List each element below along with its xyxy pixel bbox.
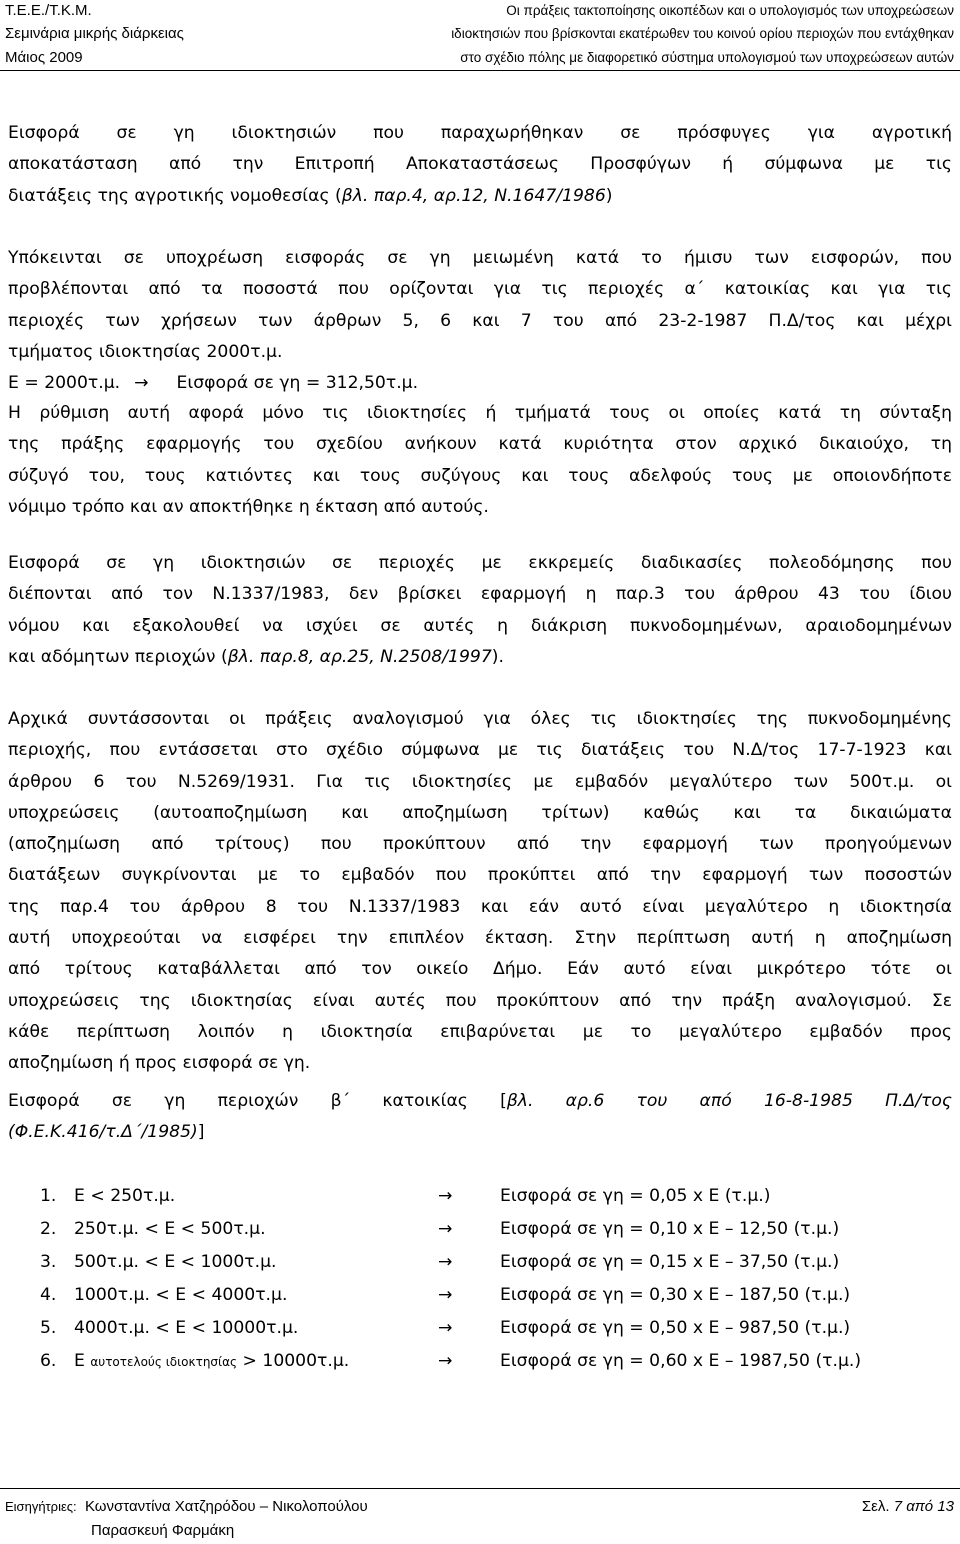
text-line: διατάξεων συγκρίνονται με το εμβαδόν που προκύπτει από την εφαρμογή των ποσοστών [8, 865, 952, 886]
list-item: 4. 1000τ.μ. < Ε < 4000τ.μ. → Εισφορά σε γη = 0,30 x Ε – 187,50 (τ.μ.) [40, 1280, 960, 1311]
header-title-1: Οι πράξεις τακτοποίησης οικοπέδων και ο υπολογισμός των υποχρεώσεων [506, 3, 954, 18]
text-line: νόμου και εξακολουθεί να ισχύει σε αυτές η διάκριση πυκνοδομημένων, αραιοδομημένων [8, 615, 952, 636]
header-row-1 [0, 1, 960, 21]
list-item: 3. 500τ.μ. < Ε < 1000τ.μ. → Εισφορά σε γη = 0,15 x Ε – 37,50 (τ.μ.) [40, 1247, 960, 1278]
header-row-2 [0, 24, 960, 44]
text-line: διέπονται από τον Ν.1337/1983, δεν βρίσκει εφαρμογή η παρ.3 του άρθρου 43 του ίδιου [8, 584, 952, 605]
text-line: άρθρου 6 του Ν.5269/1931. Για τις ιδιοκτησίες με εμβαδόν μεγαλύτερο των 500τ.μ. οι [8, 771, 952, 792]
paragraph-regulation-scope [8, 398, 952, 523]
arrow-icon: → [438, 1219, 453, 1239]
arrow-icon: → [438, 1351, 453, 1371]
header-org: Τ.Ε.Ε./Τ.Κ.Μ. [5, 2, 92, 19]
citation: (Φ.Ε.Κ.416/τ.Δ΄/1985) [8, 1122, 198, 1143]
header-row-3 [0, 48, 960, 68]
header-title-2: ιδιοκτησιών που βρίσκονται εκατέρωθεν του κοινού ορίου περιοχών που εντάχθηκαν [451, 26, 954, 41]
paragraph-refugee-land [8, 118, 952, 212]
text-line: τμήματος ιδιοκτησίας 2000τ.μ. [8, 341, 283, 362]
text-line: υποχρεώσεις της ιδιοκτησίας είναι αυτές που προκύπτουν από την πράξη αναλογισμού. Σε [8, 990, 952, 1011]
text-line: Εισφορά σε γη ιδιοκτησιών σε περιοχές με εκκρεμείς διαδικασίες πολεοδόμησης που [8, 553, 952, 573]
text-line: Υπόκεινται σε υποχρέωση εισφοράς σε γη μειωμένη κατά το ήμισυ των εισφορών, που [8, 248, 952, 268]
list-item: 2. 250τ.μ. < Ε < 500τ.μ. → Εισφορά σε γη = 0,10 x Ε – 12,50 (τ.μ.) [40, 1214, 960, 1245]
page-number: Σελ. 7 από 13 [861, 1498, 954, 1515]
text-line: περιοχής, που εντάσσεται στο σχέδιο σύμφωνα με τις διατάξεις του Ν.Δ/τος 17-7-1923 και [8, 740, 952, 761]
text-line: αποζημίωση ή προς εισφορά σε γη. [8, 1053, 311, 1074]
text-line: Εισφορά σε γη περιοχών β΄ κατοικίας [βλ. αρ.6 του από 16-8-1985 Π.Δ/τος [8, 1091, 952, 1111]
text-line: Αρχικά συντάσσονται οι πράξεις αναλογισμού για όλες τις ιδιοκτησίες της πυκνοδομημένης [8, 709, 952, 729]
footer-authors [5, 1494, 368, 1520]
citation: βλ. αρ.6 του από 16-8-1985 Π.Δ/τος [506, 1091, 952, 1111]
text-line: της πράξης εφαρμογής του σχεδίου ανήκουν κατά κυριότητα στον αρχικό δικαιούχο, τη [8, 434, 952, 455]
text-line: (αποζημίωση από τρίτους) που προκύπτουν από την εφαρμογή των προηγούμενων [8, 834, 952, 855]
footer-rule [0, 1488, 960, 1489]
footer-author-1: Κωνσταντίνα Χατζηρόδου – Νικολοπούλου [84, 1498, 368, 1515]
footer-label: Εισηγήτριες: [5, 1499, 77, 1514]
equation-line [8, 368, 418, 399]
text-line: προβλέπονται από τα ποσοστά που ορίζονται για τις περιοχές α΄ κατοικίας και για τις [8, 279, 952, 300]
text-line: νόμιμο τρόπο και αν αποκτήθηκε η έκταση από αυτούς. [8, 496, 489, 517]
list-item: 1. Ε < 250τ.μ. → Εισφορά σε γη = 0,05 x Ε (τ.μ.) [40, 1181, 960, 1212]
citation: βλ. παρ.8, αρ.25, Ν.2508/1997 [227, 646, 492, 667]
header-series: Σεμινάρια μικρής διάρκειας [5, 25, 184, 42]
text-line: περιοχές των χρήσεων των άρθρων 5, 6 και 7 του από 23-2-1987 Π.Δ/τος και μέχρι [8, 310, 952, 331]
citation: βλ. παρ.4, αρ.12, Ν.1647/1986 [341, 185, 606, 206]
header-date: Μάιος 2009 [5, 49, 83, 66]
text-line: αυτή υποχρεούται να εισφέρει την επιπλέον έκταση. Στην περίπτωση αυτή η αποζημίωση [8, 928, 952, 949]
list-item: 6. Ε αυτοτελούς ιδιοκτησίας > 10000τ.μ. → Εισφορά σε γη = 0,60 x Ε – 1987,50 (τ.μ.) [40, 1346, 960, 1377]
footer-author-2-line [91, 1518, 234, 1544]
arrow-icon: → [134, 373, 149, 393]
text-line: (Φ.Ε.Κ.416/τ.Δ΄/1985)] [8, 1122, 205, 1143]
footer-author-2: Παρασκευή Φαρμάκη [91, 1522, 235, 1539]
text-line: από τρίτους καταβάλλεται από τον οικείο Δήμο. Εάν αυτό είναι μικρότερο τότε οι [8, 959, 952, 980]
header-title-3: στο σχέδιο πόλης με διαφορετικό σύστημα υπολογισμού των υποχρεώσεων αυτών [460, 50, 954, 65]
paragraph-residential-b [8, 1086, 952, 1149]
text-line: Εισφορά σε γη ιδιοκτησιών που παραχωρήθηκαν σε πρόσφυγες για αγροτική [8, 123, 952, 143]
paragraph-pending-procedures [8, 548, 952, 673]
list-item: 5. 4000τ.μ. < Ε < 10000τ.μ. → Εισφορά σε γη = 0,50 x Ε – 987,50 (τ.μ.) [40, 1313, 960, 1344]
paragraph-obligation [8, 243, 952, 368]
arrow-icon: → [438, 1186, 453, 1206]
text-line: υποχρεώσεις (αυτοαποζημίωση και αποζημίωση τρίτων) καθώς και τα δικαιώματα [8, 802, 952, 823]
arrow-icon: → [438, 1285, 453, 1305]
text-line: της παρ.4 του άρθρου 8 του Ν.1337/1983 και εάν αυτό είναι μεγαλύτερο η ιδιοκτησία [8, 896, 952, 917]
equation-right: Εισφορά σε γη = 312,50τ.μ. [176, 373, 419, 393]
text-line: και αδόμητων περιοχών (βλ. παρ.8, αρ.25, Ν.2508/1997). [8, 646, 504, 667]
text-line: αποκατάσταση από την Επιτροπή Αποκαταστάσεως Προσφύγων ή σύμφωνα με τις [8, 154, 952, 175]
text-line: διατάξεις της αγροτικής νομοθεσίας (βλ. παρ.4, αρ.12, Ν.1647/1986) [8, 185, 613, 206]
arrow-icon: → [438, 1252, 453, 1272]
header-rule [0, 70, 960, 71]
text-line: κάθε περίπτωση λοιπόν η ιδιοκτησία επιβαρύνεται με το μεγαλύτερο εμβαδόν προς [8, 1021, 952, 1042]
text-line: Η ρύθμιση αυτή αφορά μόνο τις ιδιοκτησίες ή τμήματά τους οι οποίες κατά τη σύνταξη [8, 403, 952, 423]
paragraph-valuation-acts [8, 704, 952, 1080]
equation-left: Ε = 2000τ.μ. [8, 373, 121, 393]
arrow-icon: → [438, 1318, 453, 1338]
text-line: σύζυγό του, τους κατιόντες και τους συζύγους και τους αδελφούς τους με οποιονδήποτε [8, 465, 952, 486]
